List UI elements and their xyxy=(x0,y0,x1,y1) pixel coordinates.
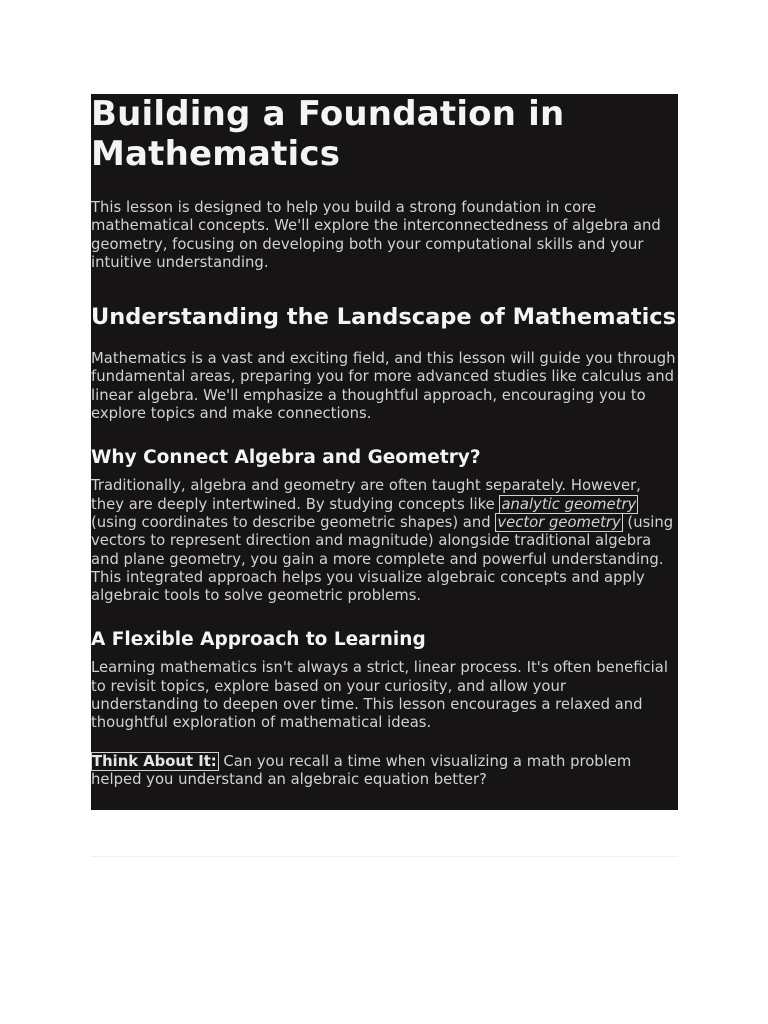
bottom-divider xyxy=(91,856,678,857)
think-about-it-label: Think About It: xyxy=(92,752,217,770)
landscape-heading: Understanding the Landscape of Mathematics xyxy=(91,304,677,331)
flexible-approach-paragraph: Learning mathematics isn't always a strict, linear process. It's often beneficial to revisit topics, explore based on your curiosity, and allow your understanding to deepen over time. This lesson encourages a relaxed and thoughtful exploration of mathematical ideas. xyxy=(91,659,668,732)
analytic-geometry-term: analytic geometry xyxy=(501,495,637,513)
why-text-part-3: (using vectors to represent direction and magnitude) alongside traditional algebra and plane geometry, you gain a more complete and powerful understanding. This integrated approach helps you visualize algebraic concepts and apply algebraic tools to solve geometric problems. xyxy=(91,513,674,605)
vector-geometry-term: vector geometry xyxy=(497,513,621,531)
why-connect-paragraph xyxy=(91,477,678,605)
flexible-approach-heading: A Flexible Approach to Learning xyxy=(91,629,426,651)
think-about-it-callout xyxy=(91,753,678,790)
why-connect-heading: Why Connect Algebra and Geometry? xyxy=(91,447,481,469)
landscape-paragraph: Mathematics is a vast and exciting field, and this lesson will guide you through fundamental areas, preparing you for more advanced studies like calculus and linear algebra. We'll emphasize a thoughtful approach, encouraging you to explore topics and make connections. xyxy=(91,350,676,423)
intro-paragraph: This lesson is designed to help you build a strong foundation in core mathematical concepts. We'll explore the interconnectedness of algebra and geometry, focusing on developing both your computational skills and your intuitive understanding. xyxy=(91,199,661,271)
page-title: Building a Foundation in Mathematics xyxy=(91,94,565,174)
why-text-part-2: (using coordinates to describe geometric shapes) and xyxy=(91,513,496,531)
think-about-it-question: Can you recall a time when visualizing a math problem helped you understand an algebraic equation better? xyxy=(91,752,632,788)
lesson-content-panel xyxy=(91,94,678,810)
why-text-part-1: Traditionally, algebra and geometry are often taught separately. However, they are deeply intertwined. By studying concepts like xyxy=(91,477,641,513)
